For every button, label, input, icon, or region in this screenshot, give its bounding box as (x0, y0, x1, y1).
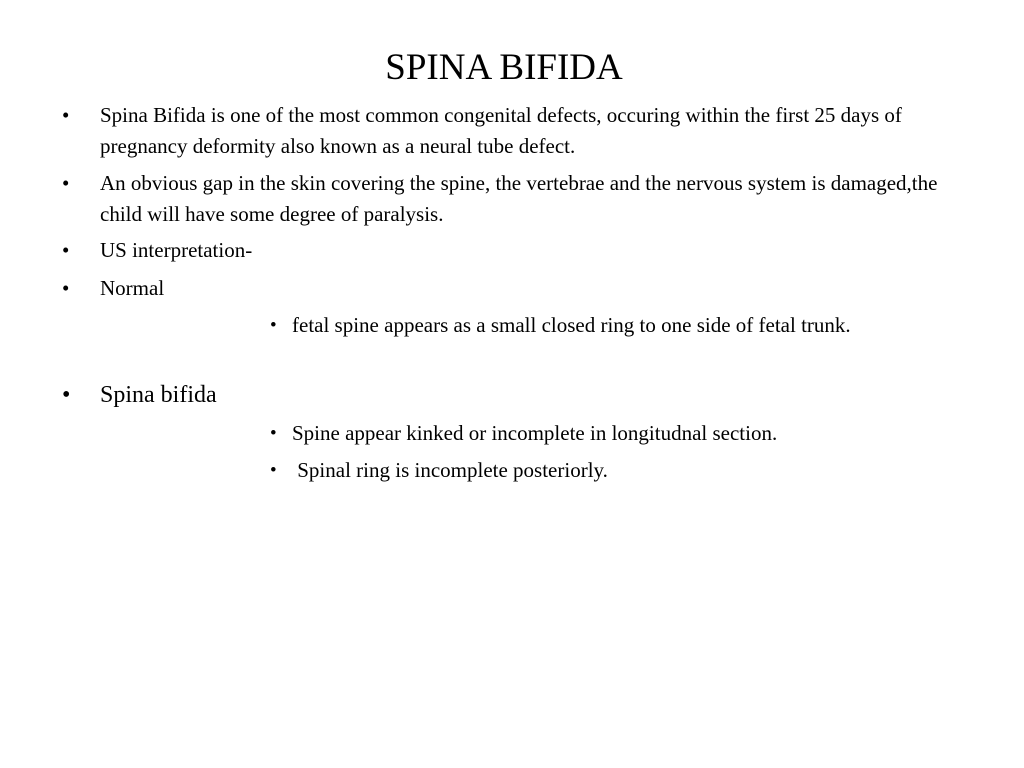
sub-bullet-item (270, 310, 932, 341)
bullet-text: Spinal ring is incomplete posteriorly. (292, 458, 608, 482)
bullet-text: Spina bifida (100, 382, 217, 408)
bullet-icon: • (62, 103, 70, 127)
bullet-icon: • (62, 238, 70, 262)
bullet-text: Spina Bifida is one of the most common congenital defects, occuring within the first 25 days of pregnancy deformity also known as a neural tube defect. (100, 103, 902, 158)
slide-title: SPINA BIFIDA (385, 47, 623, 88)
bullet-icon: • (270, 423, 277, 444)
sub-bullet-item (270, 455, 932, 486)
bullet-text: US interpretation- (100, 238, 253, 262)
bullet-text: Normal (100, 276, 165, 300)
bullet-item (62, 273, 980, 304)
bullet-item (62, 379, 980, 411)
bullet-icon: • (270, 460, 277, 481)
bullet-text: Spine appear kinked or incomplete in longitudnal section. (292, 421, 778, 445)
bullet-text: An obvious gap in the skin covering the spine, the vertebrae and the nervous system is damaged,the child will have some degree of paralysis. (100, 171, 938, 226)
bullet-text: fetal spine appears as a small closed ring to one side of fetal trunk. (292, 313, 851, 337)
bullet-item (62, 100, 980, 162)
bullet-item (62, 168, 980, 230)
bullet-item (62, 235, 980, 266)
bullet-icon: • (62, 382, 71, 408)
bullet-icon: • (270, 315, 277, 336)
bullet-icon: • (62, 171, 70, 195)
sub-bullet-item (270, 418, 932, 449)
bullet-icon: • (62, 276, 70, 300)
